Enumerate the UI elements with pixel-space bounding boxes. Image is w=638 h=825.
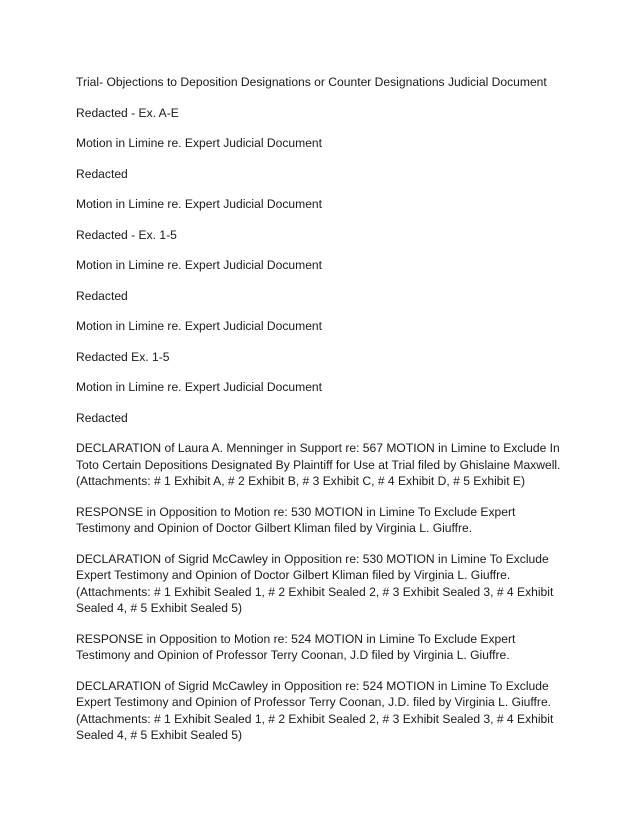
entry-redacted-3: Redacted xyxy=(76,410,128,425)
entry-redacted-ex-a-e: Redacted - Ex. A-E xyxy=(76,105,179,120)
entry-motion-in-limine-3: Motion in Limine re. Expert Judicial Document xyxy=(76,258,323,272)
entry-motion-in-limine-5: Motion in Limine re. Expert Judicial Document xyxy=(76,380,323,394)
entry-redacted-1: Redacted xyxy=(76,166,128,181)
entry-declaration-mccawley-coonan: DECLARATION of Sigrid McCawley in Opposition re: 524 MOTION in Limine To Exclude Expert Testimony and Opinion of Professor Terry Coonan, J.D. filed by Virginia L. Giuffre. (Attachments: # 1 Exhibit Sealed 1, # 2 Exhibit Sealed 2, # 3 Exhibit Sealed 3, # 4 Exhibit Sealed 4, # 5 Exhibit Sealed 5) xyxy=(76,678,554,742)
entry-trial-objections: Trial- Objections to Deposition Designations or Counter Designations Judicial Document xyxy=(76,75,547,89)
entry-response-kliman: RESPONSE in Opposition to Motion re: 530 MOTION in Limine To Exclude Expert Testimony and Opinion of Doctor Gilbert Kliman filed by Virginia L. Giuffre. xyxy=(76,504,516,535)
entry-redacted-2: Redacted xyxy=(76,288,128,303)
entry-motion-in-limine-1: Motion in Limine re. Expert Judicial Document xyxy=(76,136,323,150)
entry-declaration-menninger: DECLARATION of Laura A. Menninger in Support re: 567 MOTION in Limine to Exclude In Toto Certain Depositions Designated By Plaintiff for Use at Trial filed by Ghislaine Maxwell. (Attachments: # 1 Exhibit A, # 2 Exhibit B, # 3 Exhibit C, # 4 Exhibit D, # 5 Exhibit E) xyxy=(76,441,561,488)
entry-response-coonan: RESPONSE in Opposition to Motion re: 524 MOTION in Limine To Exclude Expert Testimony and Opinion of Professor Terry Coonan, J.D filed by Virginia L. Giuffre. xyxy=(76,631,516,662)
entry-motion-in-limine-2: Motion in Limine re. Expert Judicial Document xyxy=(76,197,323,211)
document-page xyxy=(76,74,566,758)
entry-redacted-ex-1-5-b: Redacted Ex. 1-5 xyxy=(76,349,170,364)
entry-motion-in-limine-4: Motion in Limine re. Expert Judicial Document xyxy=(76,319,323,333)
entry-declaration-mccawley-kliman: DECLARATION of Sigrid McCawley in Opposition re: 530 MOTION in Limine To Exclude Expert Testimony and Opinion of Doctor Gilbert Kliman filed by Virginia L. Giuffre. (Attachments: # 1 Exhibit Sealed 1, # 2 Exhibit Sealed 2, # 3 Exhibit Sealed 3, # 4 Exhibit Sealed 4, # 5 Exhibit Sealed 5) xyxy=(76,551,554,615)
entry-redacted-ex-1-5-a: Redacted - Ex. 1-5 xyxy=(76,227,177,242)
